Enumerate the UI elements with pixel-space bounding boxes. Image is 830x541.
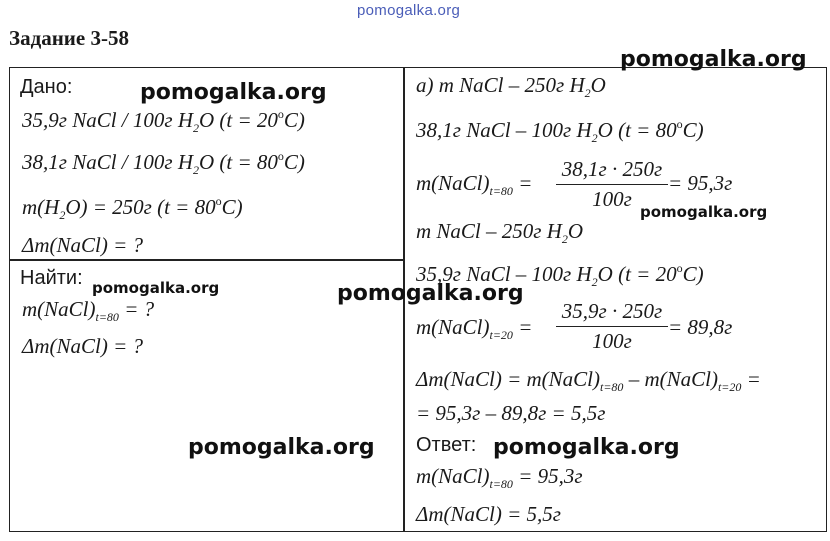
task-title: Задание 3-58 <box>9 26 129 50</box>
calc2-fraction <box>556 299 668 354</box>
solution-line-a: а) m NaCl – 250г $H_2O$ <box>416 73 606 100</box>
row-divider <box>9 259 404 261</box>
fraction-bar <box>556 326 668 327</box>
watermark: pomogalka.org <box>337 281 524 306</box>
solution-line-c: m NaCl – 250г $H_2O$ <box>416 219 584 246</box>
given-header: Дано: <box>20 76 73 98</box>
watermark: pomogalka.org <box>140 80 327 105</box>
given-line: 35,9г NaCl / 100г $H_2O$ $(t = 20^oC)$ <box>22 107 305 135</box>
calc1-result: = 95,3г <box>668 171 733 195</box>
solution-line-b: 38,1г NaCl – 100г $H_2O$ $(t = 80^oC)$ <box>416 117 704 145</box>
answer-header: Ответ: <box>416 434 477 456</box>
delta-line-2: = 95,3г – 89,8г = 5,5г <box>416 401 606 425</box>
watermark: pomogalka.org <box>640 203 768 221</box>
calc1-numerator: 38,1г · 250г <box>561 157 663 181</box>
calc2-numerator: 35,9г · 250г <box>561 299 663 323</box>
find-line: $m(NaCl)_{t=80}$ = ? <box>22 297 155 324</box>
calc2-left: $m(NaCl)_{t=20}$ = <box>416 315 533 342</box>
calc1-left: $m(NaCl)_{t=80}$ = <box>416 171 533 198</box>
delta-line-1: Δm(NaCl) = $m(NaCl)_{t=80}$ – $m(NaCl)_{t=20}$ = <box>416 367 761 394</box>
watermark: pomogalka.org <box>92 279 220 297</box>
solution-line-d: 35,9г NaCl – 100г $H_2O$ $(t = 20^oC)$ <box>416 261 704 289</box>
watermark: pomogalka.org <box>493 435 680 460</box>
given-line: Δm(NaCl) = ? <box>22 233 143 257</box>
calc2-result: = 89,8г <box>668 315 733 339</box>
top-watermark: pomogalka.org <box>357 2 461 19</box>
answer-line: Δm(NaCl) = 5,5г <box>416 502 561 526</box>
fraction-bar <box>556 184 668 185</box>
watermark: pomogalka.org <box>620 47 807 72</box>
find-line: Δm(NaCl) = ? <box>22 334 143 358</box>
watermark: pomogalka.org <box>188 435 375 460</box>
calc2-denominator: 100г <box>592 329 632 353</box>
find-header: Найти: <box>20 267 83 289</box>
answer-line: $m(NaCl)_{t=80} = 95,3г$ <box>416 464 583 491</box>
given-line: $m(H_2O) = 250г$ $(t = 80^oC)$ <box>22 194 243 222</box>
calc1-denominator: 100г <box>592 187 632 211</box>
given-line: 38,1г NaCl / 100г $H_2O$ $(t = 80^oC)$ <box>22 149 305 177</box>
